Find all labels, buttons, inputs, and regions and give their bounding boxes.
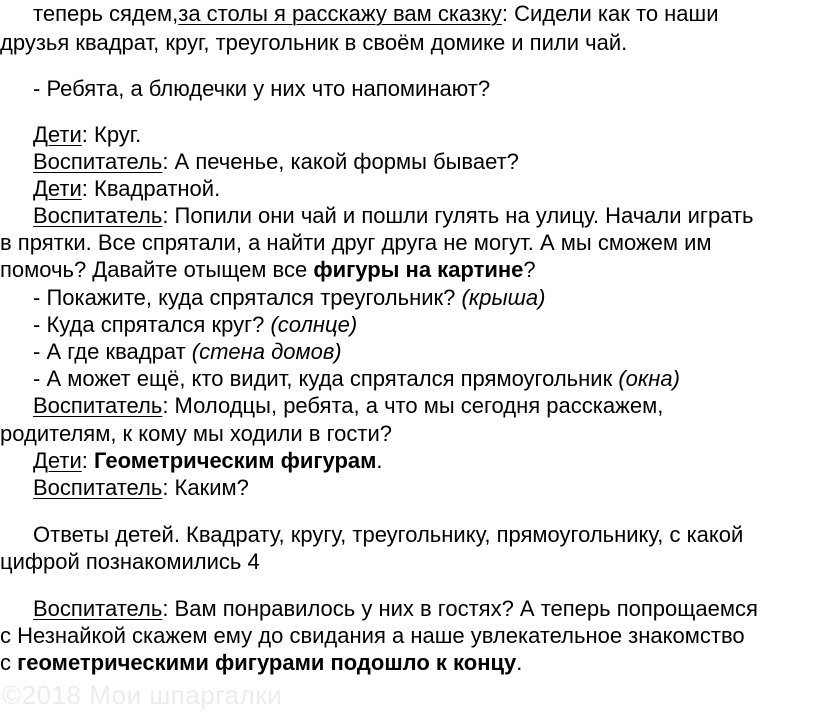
text-run: родителям, к кому мы ходили в гости? [0, 421, 392, 446]
speaker-label: Дети [33, 448, 82, 473]
paragraph-line [0, 420, 392, 447]
dialogue-line [0, 474, 249, 501]
text-run: . [376, 448, 383, 473]
text-run: помочь? Давайте отыщем все [0, 257, 314, 282]
text-run: с Незнайкой скажем ему до свидания а наше увлекательное знакомство [0, 623, 745, 648]
paragraph-line [0, 521, 743, 548]
speaker-label: Воспитатель [33, 596, 163, 621]
bold-text: Геометрическим фигурам [94, 448, 377, 473]
paragraph-line [0, 548, 260, 575]
text-run: теперь сядем, [33, 1, 179, 26]
paragraph-line [0, 29, 627, 56]
text-run: ? [523, 257, 536, 282]
italic-answer: (стена домов) [191, 339, 342, 364]
question-line [0, 365, 680, 392]
question-line [0, 338, 342, 365]
text-run: - А может ещё, кто видит, куда спрятался прямоугольник [33, 366, 619, 391]
question-line [0, 284, 545, 311]
text-run: : Вам понравилось у них в гостях? А теперь попрощаемся [162, 596, 758, 621]
italic-answer: (крыша) [461, 285, 546, 310]
speaker-label: Воспитатель [33, 149, 163, 174]
dialogue-line [0, 595, 758, 622]
text-run: - Покажите, куда спрятался треугольник? [33, 285, 462, 310]
text-run: : Квадратной. [81, 176, 221, 201]
text-run: : [81, 448, 95, 473]
text-run: с [0, 650, 18, 675]
dialogue-line [0, 121, 141, 148]
speaker-label: Дети [33, 122, 82, 147]
speaker-label: Воспитатель [33, 393, 163, 418]
text-run: друзья квадрат, круг, треугольник в своём домике и пили чай. [0, 30, 628, 55]
text-run: : Молодцы, ребята, а что мы сегодня расскажем, [162, 393, 664, 418]
dialogue-line [0, 175, 220, 202]
dialogue-line [0, 148, 519, 175]
paragraph-line [0, 622, 745, 649]
speaker-label: Воспитатель [33, 475, 163, 500]
text-run: : Каким? [162, 475, 249, 500]
paragraph-line [0, 649, 522, 676]
italic-answer: (окна) [618, 366, 680, 391]
text-run: Ответы детей. Квадрату, кругу, треугольнику, прямоугольнику, с какой [33, 522, 744, 547]
text-run: - Куда спрятался круг? [33, 312, 271, 337]
watermark-text: ©2018 Мои шпаргалки [2, 680, 283, 710]
bold-text: фигуры на картине [313, 257, 524, 282]
paragraph-line [0, 256, 536, 283]
text-run: - Ребята, а блюдечки у них что напоминают? [33, 76, 491, 101]
paragraph-line [0, 0, 718, 27]
speaker-label: Воспитатель [33, 203, 163, 228]
underlined-text: за столы я расскажу вам сказку [178, 1, 502, 26]
text-run: : Попили они чай и пошли гулять на улицу. Начали играть [162, 203, 754, 228]
dialogue-line [0, 392, 663, 419]
dialogue-line [0, 447, 383, 474]
paragraph-line [0, 75, 490, 102]
text-run: в прятки. Все спрятали, а найти друг друга не могут. А мы сможем им [0, 230, 712, 255]
paragraph-line [0, 229, 712, 256]
dialogue-line [0, 202, 753, 229]
speaker-label: Дети [33, 176, 82, 201]
bold-text: геометрическими фигурами подошло к концу [17, 650, 517, 675]
text-run: цифрой познакомились 4 [0, 549, 260, 574]
question-line [0, 311, 357, 338]
text-run: : Круг. [81, 122, 142, 147]
text-run: . [516, 650, 523, 675]
text-run: : А печенье, какой формы бывает? [162, 149, 519, 174]
text-run: : Сидели как то наши [501, 1, 719, 26]
italic-answer: (солнце) [270, 312, 358, 337]
text-run: - А где квадрат [33, 339, 192, 364]
